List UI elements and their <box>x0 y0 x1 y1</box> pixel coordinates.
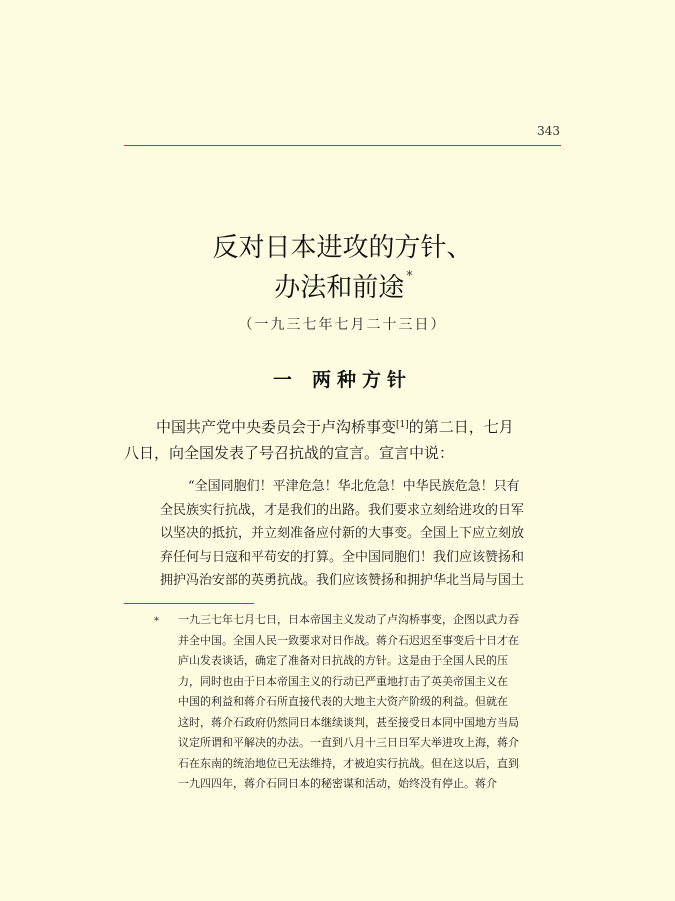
footnote <box>124 610 564 795</box>
footnote-line: 中国的利益和蒋介石所直接代表的大地主大资产阶级的利益。但就在 <box>178 695 508 708</box>
section-heading <box>124 365 561 392</box>
header-rule <box>124 145 561 146</box>
footnote-line: 石在东南的统治地位已无法维持，才被迫实行抗战。但在这以后，直到 <box>178 756 519 770</box>
article-title-line-2 <box>124 267 561 304</box>
footnote-mark: * <box>154 616 159 627</box>
title-footnote-mark[interactable]: * <box>406 269 413 284</box>
section-number: 一 <box>272 369 298 391</box>
footnote-line: 力，同时也由于日本帝国主义的行动已严重地打击了英美帝国主义在 <box>178 674 508 688</box>
quote-line: 拥护冯治安部的英勇抗战。我们应该赞扬和拥护华北当局与国土 <box>160 573 525 588</box>
quote-line: “全国同胞们！平津危急！华北危急！中华民族危急！只有 <box>188 479 520 494</box>
footnote-line: 并全中国。全国人民一致要求对日作战。蒋介石迟迟至事变后十日才在 <box>178 633 519 647</box>
quote-line: 弃任何与日寇和平苟安的打算。全中国同胞们！我们应该赞扬和 <box>160 549 525 565</box>
article-title-text: 办法和前途 <box>274 273 405 303</box>
intro-line-2: 八日，向全国发表了号召抗战的宣言。宣言中说： <box>124 444 455 462</box>
quote-line: 全民族实行抗战，才是我们的出路。我们要求立刻给进攻的日军 <box>160 502 525 518</box>
intro-paragraph <box>124 414 561 466</box>
intro-text-b: 的第二日，七月 <box>408 418 514 436</box>
footnote-line: 这时，蒋介石政府仍然同日本继续谈判，甚至接受日本同中国地方当局 <box>178 715 519 729</box>
footnote-line: 一九四四年，蒋介石同日本的秘密谋和活动，始终没有停止。蒋介 <box>178 777 497 790</box>
intro-line-1 <box>124 414 561 440</box>
article-title-line-1: 反对日本进攻的方针、 <box>212 233 473 263</box>
note-reference-1[interactable]: [1] <box>396 420 409 430</box>
article-date: （一九三七年七月二十三日） <box>238 317 447 333</box>
page-number: 343 <box>537 124 560 138</box>
intro-text-a: 中国共产党中央委员会于卢沟桥事变 <box>156 418 397 436</box>
footnote-rule <box>124 603 254 604</box>
footnote-line: 庐山发表谈话，确定了准备对日抗战的方针。这是由于全国人民的压 <box>178 654 508 667</box>
quotation-block <box>160 475 565 593</box>
footnote-line: 一九三七年七月七日，日本帝国主义发动了卢沟桥事变，企图以武力吞 <box>178 613 519 626</box>
section-title: 两种方针 <box>312 369 413 391</box>
quote-line: 以坚决的抵抗，并立刻准备应付新的大事变。全国上下应立刻放 <box>160 526 525 541</box>
footnote-body <box>178 610 564 795</box>
footnote-line: 议定所谓和平解决的办法。一直到八月十三日日军大举进攻上海，蒋介 <box>178 736 519 749</box>
